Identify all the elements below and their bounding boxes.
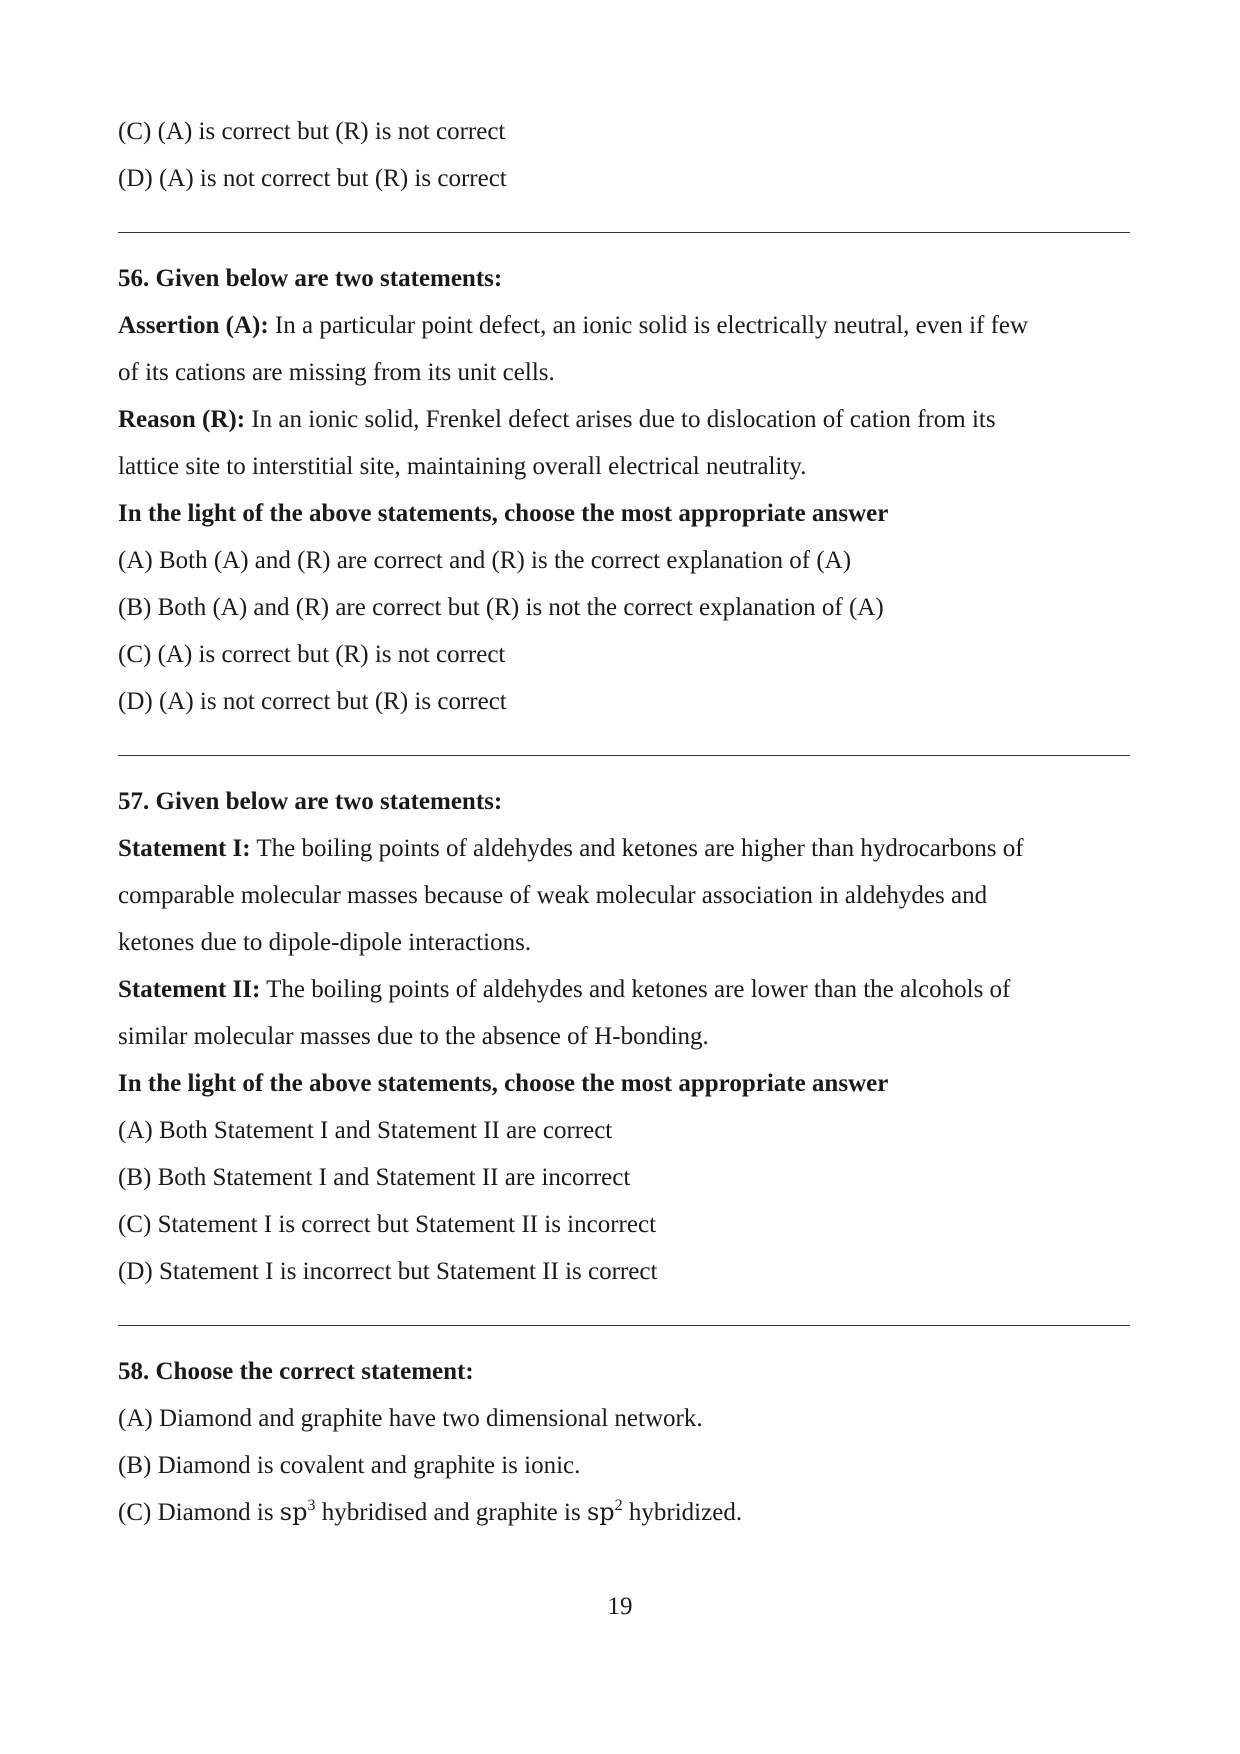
question-58 xyxy=(118,1348,1130,1536)
statement-1-text: The boiling points of aldehydes and ketones are higher than hydrocarbons of xyxy=(250,835,1024,862)
statement-2-text-cont: similar molecular masses due to the absence of H-bonding. xyxy=(118,1023,709,1050)
option-c xyxy=(118,1489,1130,1536)
statement-1-text-cont: comparable molecular masses because of weak molecular association in aldehydes and xyxy=(118,882,988,909)
prev-question-options xyxy=(118,108,1130,202)
question-title: 57. Given below are two statements: xyxy=(118,788,503,815)
option-c: (C) (A) is correct but (R) is not correct xyxy=(118,118,506,145)
question-title: 56. Given below are two statements: xyxy=(118,265,503,292)
document-page xyxy=(118,108,1130,1536)
assertion-text: In a particular point defect, an ionic solid is electrically neutral, even if few xyxy=(268,312,1029,339)
superscript: 3 xyxy=(307,1497,316,1514)
sp-term: sp xyxy=(279,1498,308,1526)
option-d: (D) (A) is not correct but (R) is correct xyxy=(118,165,507,192)
question-56 xyxy=(118,255,1130,725)
statement-2-label: Statement II: xyxy=(118,976,261,1003)
reason-label: Reason (R): xyxy=(118,406,246,433)
option-c: (C) (A) is correct but (R) is not correct xyxy=(118,641,506,668)
option-c-text: (C) Diamond is xyxy=(118,1499,280,1526)
sp-term: sp xyxy=(586,1498,615,1526)
superscript: 2 xyxy=(614,1497,623,1514)
option-a: (A) Both (A) and (R) are correct and (R) is the correct explanation of (A) xyxy=(118,547,852,574)
reason-text: In an ionic solid, Frenkel defect arises due to dislocation of cation from its xyxy=(245,406,996,433)
question-57 xyxy=(118,778,1130,1295)
reason-line xyxy=(118,396,1130,443)
option-c-text: hybridized. xyxy=(622,1499,743,1526)
instruction: In the light of the above statements, choose the most appropriate answer xyxy=(118,500,889,527)
option-b: (B) Both Statement I and Statement II are incorrect xyxy=(118,1164,631,1191)
option-a: (A) Both Statement I and Statement II are correct xyxy=(118,1117,613,1144)
statement-1-label: Statement I: xyxy=(118,835,251,862)
option-c: (C) Statement I is correct but Statement II is incorrect xyxy=(118,1211,657,1238)
assertion-line xyxy=(118,302,1130,349)
option-b: (B) Both (A) and (R) are correct but (R) is not the correct explanation of (A) xyxy=(118,594,884,621)
question-divider xyxy=(118,232,1130,233)
assertion-text-cont: of its cations are missing from its unit cells. xyxy=(118,359,555,386)
question-divider xyxy=(118,1325,1130,1326)
option-c-text: hybridised and graphite is xyxy=(315,1499,587,1526)
statement-1-line xyxy=(118,825,1130,872)
option-a: (A) Diamond and graphite have two dimensional network. xyxy=(118,1405,703,1432)
statement-2-text: The boiling points of aldehydes and ketones are lower than the alcohols of xyxy=(260,976,1011,1003)
reason-text-cont: lattice site to interstitial site, maintaining overall electrical neutrality. xyxy=(118,453,807,480)
page-number: 19 xyxy=(607,1593,633,1620)
question-divider xyxy=(118,755,1130,756)
statement-1-text-cont: ketones due to dipole-dipole interactions. xyxy=(118,929,532,956)
instruction: In the light of the above statements, choose the most appropriate answer xyxy=(118,1070,889,1097)
option-d: (D) Statement I is incorrect but Statement II is correct xyxy=(118,1258,658,1285)
statement-2-line xyxy=(118,966,1130,1013)
option-d: (D) (A) is not correct but (R) is correct xyxy=(118,688,507,715)
assertion-label: Assertion (A): xyxy=(118,312,269,339)
option-b: (B) Diamond is covalent and graphite is ionic. xyxy=(118,1452,581,1479)
question-title: 58. Choose the correct statement: xyxy=(118,1358,474,1385)
